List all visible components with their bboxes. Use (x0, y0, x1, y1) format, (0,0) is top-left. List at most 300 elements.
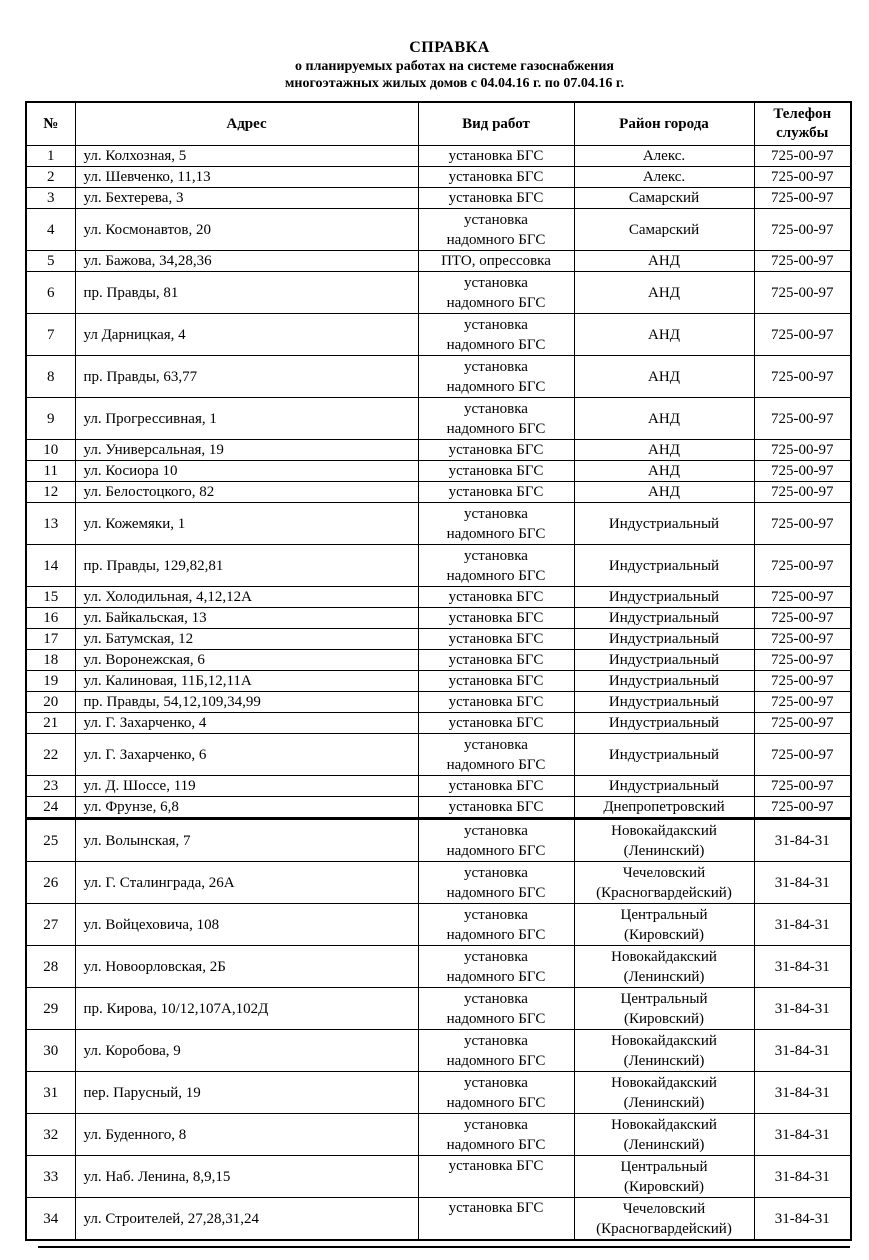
row-phone: 725-00-97 (754, 398, 851, 440)
district-line: (Кировский) (623, 1010, 705, 1027)
table-row (26, 734, 851, 776)
work-type-line: установка БГС (448, 610, 544, 626)
district-line: (Ленинский) (623, 1052, 705, 1069)
district-line: Индустриальный (608, 589, 720, 605)
row-number: 4 (26, 209, 75, 251)
district-line: Алекс. (642, 148, 686, 164)
row-number: 1 (26, 146, 75, 167)
district-line: (Красногвардейский) (596, 884, 732, 901)
row-work-type (418, 1114, 574, 1156)
row-district (574, 1198, 754, 1241)
row-work-type (418, 862, 574, 904)
district-line: (Ленинский) (623, 968, 705, 985)
row-address: ул. Холодильная, 4,12,12А (75, 587, 418, 608)
work-type-line: установка БГС (448, 778, 544, 794)
row-number: 5 (26, 251, 75, 272)
works-table (25, 101, 852, 1241)
row-address: пр. Правды, 81 (75, 272, 418, 314)
row-address: пер. Парусный, 19 (75, 1072, 418, 1114)
row-work-type (418, 776, 574, 797)
row-number: 34 (26, 1198, 75, 1241)
row-work-type (418, 587, 574, 608)
row-address: ул. Космонавтов, 20 (75, 209, 418, 251)
work-type-line: надомного БГС (446, 756, 546, 773)
row-district (574, 398, 754, 440)
header-work: Вид работ (418, 102, 574, 146)
row-work-type (418, 503, 574, 545)
district-line: АНД (648, 326, 680, 343)
row-phone: 31-84-31 (754, 1030, 851, 1072)
row-address: ул. Кожемяки, 1 (75, 503, 418, 545)
row-district (574, 1030, 754, 1072)
row-work-type (418, 608, 574, 629)
row-phone: 31-84-31 (754, 1156, 851, 1198)
row-district (574, 650, 754, 671)
row-phone: 725-00-97 (754, 734, 851, 776)
row-address: ул. Воронежская, 6 (75, 650, 418, 671)
table-row (26, 209, 851, 251)
row-number: 6 (26, 272, 75, 314)
row-number: 22 (26, 734, 75, 776)
row-number: 3 (26, 188, 75, 209)
district-line: Центральный (620, 906, 708, 923)
table-row (26, 862, 851, 904)
work-type-line: надомного БГС (446, 1010, 546, 1027)
row-number: 18 (26, 650, 75, 671)
work-type-line: установка (464, 1032, 528, 1049)
row-district (574, 819, 754, 862)
row-district (574, 734, 754, 776)
row-work-type (418, 988, 574, 1030)
row-district (574, 862, 754, 904)
row-work-type (418, 545, 574, 587)
work-type-line: надомного БГС (446, 968, 546, 985)
row-number: 10 (26, 440, 75, 461)
row-number: 7 (26, 314, 75, 356)
row-address: ул. Колхозная, 5 (75, 146, 418, 167)
row-work-type (418, 629, 574, 650)
row-address: пр. Правды, 63,77 (75, 356, 418, 398)
row-phone: 31-84-31 (754, 1114, 851, 1156)
table-row (26, 482, 851, 503)
work-type-line: надомного БГС (446, 336, 546, 353)
table-row (26, 819, 851, 862)
table-row (26, 650, 851, 671)
table-row (26, 776, 851, 797)
row-district (574, 988, 754, 1030)
row-phone: 725-00-97 (754, 692, 851, 713)
work-type-line: установка (464, 736, 528, 753)
header-address: Адрес (75, 102, 418, 146)
row-number: 13 (26, 503, 75, 545)
district-line: (Кировский) (623, 1178, 705, 1195)
row-work-type (418, 398, 574, 440)
row-district (574, 356, 754, 398)
table-row (26, 692, 851, 713)
row-district (574, 272, 754, 314)
row-phone: 725-00-97 (754, 272, 851, 314)
work-type-line: установка БГС (448, 652, 544, 668)
work-type-line: установка БГС (448, 463, 544, 479)
district-line: АНД (648, 284, 680, 301)
work-type-line: надомного БГС (446, 378, 546, 395)
row-address: ул. Волынская, 7 (75, 819, 418, 862)
row-phone: 725-00-97 (754, 608, 851, 629)
row-work-type (418, 272, 574, 314)
row-work-type (418, 713, 574, 734)
row-address: ул. Строителей, 27,28,31,24 (75, 1198, 418, 1241)
row-number: 16 (26, 608, 75, 629)
work-type-line: надомного БГС (446, 1136, 546, 1153)
row-number: 8 (26, 356, 75, 398)
row-phone: 725-00-97 (754, 629, 851, 650)
row-phone: 725-00-97 (754, 545, 851, 587)
header-phone (754, 102, 851, 146)
document-title: СПРАВКА (409, 39, 490, 56)
work-type-line: установка (464, 990, 528, 1007)
district-line: Новокайдакский (611, 1116, 717, 1133)
row-phone: 725-00-97 (754, 209, 851, 251)
work-type-line: надомного БГС (446, 294, 546, 311)
row-phone: 725-00-97 (754, 482, 851, 503)
row-phone: 725-00-97 (754, 356, 851, 398)
row-address: ул Дарницкая, 4 (75, 314, 418, 356)
district-line: Центральный (620, 990, 708, 1007)
row-number: 19 (26, 671, 75, 692)
row-address: ул. Д. Шоссе, 119 (75, 776, 418, 797)
row-district (574, 904, 754, 946)
district-line: АНД (648, 253, 680, 269)
work-type-line: установка (464, 400, 528, 417)
row-work-type (418, 650, 574, 671)
district-line: Алекс. (642, 169, 686, 185)
row-work-type (418, 797, 574, 819)
table-row (26, 1072, 851, 1114)
work-type-line: установка (464, 864, 528, 881)
row-district (574, 440, 754, 461)
row-address: ул. Косиора 10 (75, 461, 418, 482)
row-work-type (418, 904, 574, 946)
work-type-line: установка БГС (448, 694, 544, 710)
row-number: 23 (26, 776, 75, 797)
table-row (26, 988, 851, 1030)
row-work-type (418, 356, 574, 398)
row-district (574, 629, 754, 650)
row-work-type (418, 314, 574, 356)
table-row (26, 587, 851, 608)
work-type-line: установка БГС (448, 148, 544, 164)
work-type-line: установка БГС (448, 715, 544, 731)
work-type-line: установка (464, 547, 528, 564)
row-number: 27 (26, 904, 75, 946)
row-number: 21 (26, 713, 75, 734)
district-line: Индустриальный (608, 694, 720, 710)
work-type-line: установка (464, 906, 528, 923)
row-district (574, 608, 754, 629)
table-row (26, 272, 851, 314)
table-row (26, 440, 851, 461)
district-line: Индустриальный (608, 557, 720, 574)
row-phone: 725-00-97 (754, 146, 851, 167)
work-type-line: установка БГС (448, 442, 544, 458)
table-row (26, 713, 851, 734)
row-address: ул. Калиновая, 11Б,12,11А (75, 671, 418, 692)
table-row (26, 314, 851, 356)
work-type-line: установка (464, 1074, 528, 1091)
row-work-type (418, 482, 574, 503)
district-line: Индустриальный (608, 778, 720, 794)
district-line: АНД (648, 410, 680, 427)
district-line: (Кировский) (623, 926, 705, 943)
row-number: 32 (26, 1114, 75, 1156)
row-address: ул. Коробова, 9 (75, 1030, 418, 1072)
row-district (574, 482, 754, 503)
row-address: ул. Белостоцкого, 82 (75, 482, 418, 503)
work-type-line: установка (464, 211, 528, 228)
work-type-line: надомного БГС (446, 926, 546, 943)
district-line: Новокайдакский (611, 948, 717, 965)
district-line: Чечеловский (622, 864, 706, 881)
work-type-line: надомного БГС (446, 420, 546, 437)
table-row (26, 946, 851, 988)
row-number: 28 (26, 946, 75, 988)
work-type-line: установка БГС (448, 631, 544, 647)
document-subtitle-line2: многоэтажных жилых домов с 04.04.16 г. по 07.04.16 г. (284, 76, 625, 91)
work-type-line: установка БГС (448, 190, 544, 206)
table-row (26, 461, 851, 482)
district-line: Индустриальный (608, 610, 720, 626)
work-type-line: надомного БГС (446, 231, 546, 248)
table-row (26, 146, 851, 167)
row-work-type (418, 209, 574, 251)
row-phone: 725-00-97 (754, 650, 851, 671)
row-address: ул. Шевченко, 11,13 (75, 167, 418, 188)
row-phone: 31-84-31 (754, 988, 851, 1030)
row-work-type (418, 167, 574, 188)
row-number: 15 (26, 587, 75, 608)
row-address: пр. Кирова, 10/12,107А,102Д (75, 988, 418, 1030)
row-number: 20 (26, 692, 75, 713)
row-number: 24 (26, 797, 75, 819)
row-work-type (418, 819, 574, 862)
row-address: ул. Прогрессивная, 1 (75, 398, 418, 440)
row-work-type (418, 440, 574, 461)
row-address: ул. Войцеховича, 108 (75, 904, 418, 946)
header-phone-line2: службы (776, 125, 829, 141)
row-number: 2 (26, 167, 75, 188)
work-type-line: установка БГС (448, 799, 544, 815)
table-row (26, 671, 851, 692)
district-line: (Ленинский) (623, 842, 705, 859)
row-number: 12 (26, 482, 75, 503)
row-address: ул. Г. Захарченко, 4 (75, 713, 418, 734)
work-type-line: надомного БГС (446, 842, 546, 859)
row-phone: 31-84-31 (754, 1072, 851, 1114)
district-line: (Ленинский) (623, 1136, 705, 1153)
work-type-line: установка БГС (448, 484, 544, 500)
district-line: АНД (648, 368, 680, 385)
row-district (574, 797, 754, 819)
row-number: 26 (26, 862, 75, 904)
work-type-line: установка (464, 822, 528, 839)
header-num: № (26, 102, 75, 146)
row-phone: 31-84-31 (754, 819, 851, 862)
table-row (26, 608, 851, 629)
row-address: ул. Буденного, 8 (75, 1114, 418, 1156)
row-district (574, 209, 754, 251)
work-type-line: установка (464, 358, 528, 375)
work-type-line: установка БГС (448, 1200, 544, 1216)
district-line: Индустриальный (608, 515, 720, 532)
table-body (26, 146, 851, 1241)
row-number: 14 (26, 545, 75, 587)
work-type-line: надомного БГС (446, 884, 546, 901)
row-number: 11 (26, 461, 75, 482)
row-district (574, 461, 754, 482)
district-line: (Ленинский) (623, 1094, 705, 1111)
district-line: Чечеловский (622, 1200, 706, 1217)
row-work-type (418, 251, 574, 272)
document-header (0, 38, 869, 92)
table-row (26, 356, 851, 398)
row-district (574, 167, 754, 188)
header-phone-line1: Телефон (773, 106, 832, 122)
district-line: АНД (648, 463, 680, 479)
row-work-type (418, 188, 574, 209)
row-address: ул. Новоорловская, 2Б (75, 946, 418, 988)
row-address: ул. Бажова, 34,28,36 (75, 251, 418, 272)
district-line: Индустриальный (608, 673, 720, 689)
row-phone: 31-84-31 (754, 862, 851, 904)
district-line: Индустриальный (608, 715, 720, 731)
row-district (574, 946, 754, 988)
row-address: ул. Наб. Ленина, 8,9,15 (75, 1156, 418, 1198)
row-address: ул. Универсальная, 19 (75, 440, 418, 461)
table-row (26, 797, 851, 819)
row-district (574, 545, 754, 587)
table-row (26, 503, 851, 545)
table-row (26, 1156, 851, 1198)
row-district (574, 314, 754, 356)
district-line: АНД (648, 442, 680, 458)
table-row (26, 545, 851, 587)
bottom-rule (38, 1246, 850, 1248)
row-district (574, 692, 754, 713)
row-number: 17 (26, 629, 75, 650)
row-address: ул. Фрунзе, 6,8 (75, 797, 418, 819)
row-number: 29 (26, 988, 75, 1030)
work-type-line: установка (464, 274, 528, 291)
row-district (574, 188, 754, 209)
row-address: ул. Г. Сталинграда, 26А (75, 862, 418, 904)
work-type-line: надомного БГС (446, 567, 546, 584)
row-number: 33 (26, 1156, 75, 1198)
work-type-line: установка (464, 316, 528, 333)
row-district (574, 146, 754, 167)
work-type-line: установка БГС (448, 1158, 544, 1174)
row-phone: 725-00-97 (754, 314, 851, 356)
row-phone: 31-84-31 (754, 1198, 851, 1241)
row-address: пр. Правды, 54,12,109,34,99 (75, 692, 418, 713)
work-type-line: ПТО, опрессовка (441, 253, 551, 269)
district-line: Индустриальный (608, 631, 720, 647)
table-row (26, 398, 851, 440)
work-type-line: установка БГС (448, 589, 544, 605)
district-line: Индустриальный (608, 652, 720, 668)
table-row (26, 904, 851, 946)
row-address: пр. Правды, 129,82,81 (75, 545, 418, 587)
row-address: ул. Батумская, 12 (75, 629, 418, 650)
table-header-row (26, 102, 851, 146)
row-district (574, 671, 754, 692)
row-phone: 725-00-97 (754, 461, 851, 482)
document-subtitle-line1: о планируемых работах на системе газоснабжения (295, 59, 614, 74)
row-district (574, 1072, 754, 1114)
work-type-line: установка (464, 948, 528, 965)
work-type-line: установка (464, 1116, 528, 1133)
district-line: Самарский (628, 221, 700, 238)
row-phone: 725-00-97 (754, 167, 851, 188)
row-phone: 725-00-97 (754, 671, 851, 692)
work-type-line: установка БГС (448, 673, 544, 689)
header-district: Район города (574, 102, 754, 146)
row-number: 30 (26, 1030, 75, 1072)
row-district (574, 1114, 754, 1156)
table-row (26, 629, 851, 650)
row-work-type (418, 1156, 574, 1198)
row-phone: 725-00-97 (754, 251, 851, 272)
row-phone: 725-00-97 (754, 503, 851, 545)
table-row (26, 1198, 851, 1241)
row-district (574, 776, 754, 797)
district-line: Новокайдакский (611, 1074, 717, 1091)
row-work-type (418, 734, 574, 776)
district-line: Центральный (620, 1158, 708, 1175)
row-work-type (418, 671, 574, 692)
table-row (26, 167, 851, 188)
table-row (26, 1030, 851, 1072)
row-work-type (418, 1198, 574, 1241)
row-district (574, 713, 754, 734)
table-row (26, 251, 851, 272)
row-district (574, 503, 754, 545)
work-type-line: установка (464, 505, 528, 522)
row-district (574, 1156, 754, 1198)
district-line: (Красногвардейский) (596, 1220, 732, 1237)
row-number: 31 (26, 1072, 75, 1114)
work-type-line: надомного БГС (446, 1094, 546, 1111)
row-district (574, 251, 754, 272)
row-work-type (418, 1030, 574, 1072)
row-number: 25 (26, 819, 75, 862)
row-work-type (418, 146, 574, 167)
row-phone: 725-00-97 (754, 188, 851, 209)
row-address: ул. Г. Захарченко, 6 (75, 734, 418, 776)
row-number: 9 (26, 398, 75, 440)
work-type-line: установка БГС (448, 169, 544, 185)
district-line: Самарский (628, 190, 700, 206)
row-address: ул. Байкальская, 13 (75, 608, 418, 629)
district-line: Индустриальный (608, 746, 720, 763)
row-phone: 31-84-31 (754, 904, 851, 946)
row-phone: 725-00-97 (754, 797, 851, 819)
row-phone: 725-00-97 (754, 440, 851, 461)
row-work-type (418, 692, 574, 713)
row-phone: 725-00-97 (754, 713, 851, 734)
row-phone: 31-84-31 (754, 946, 851, 988)
row-phone: 725-00-97 (754, 776, 851, 797)
row-address: ул. Бехтерева, 3 (75, 188, 418, 209)
